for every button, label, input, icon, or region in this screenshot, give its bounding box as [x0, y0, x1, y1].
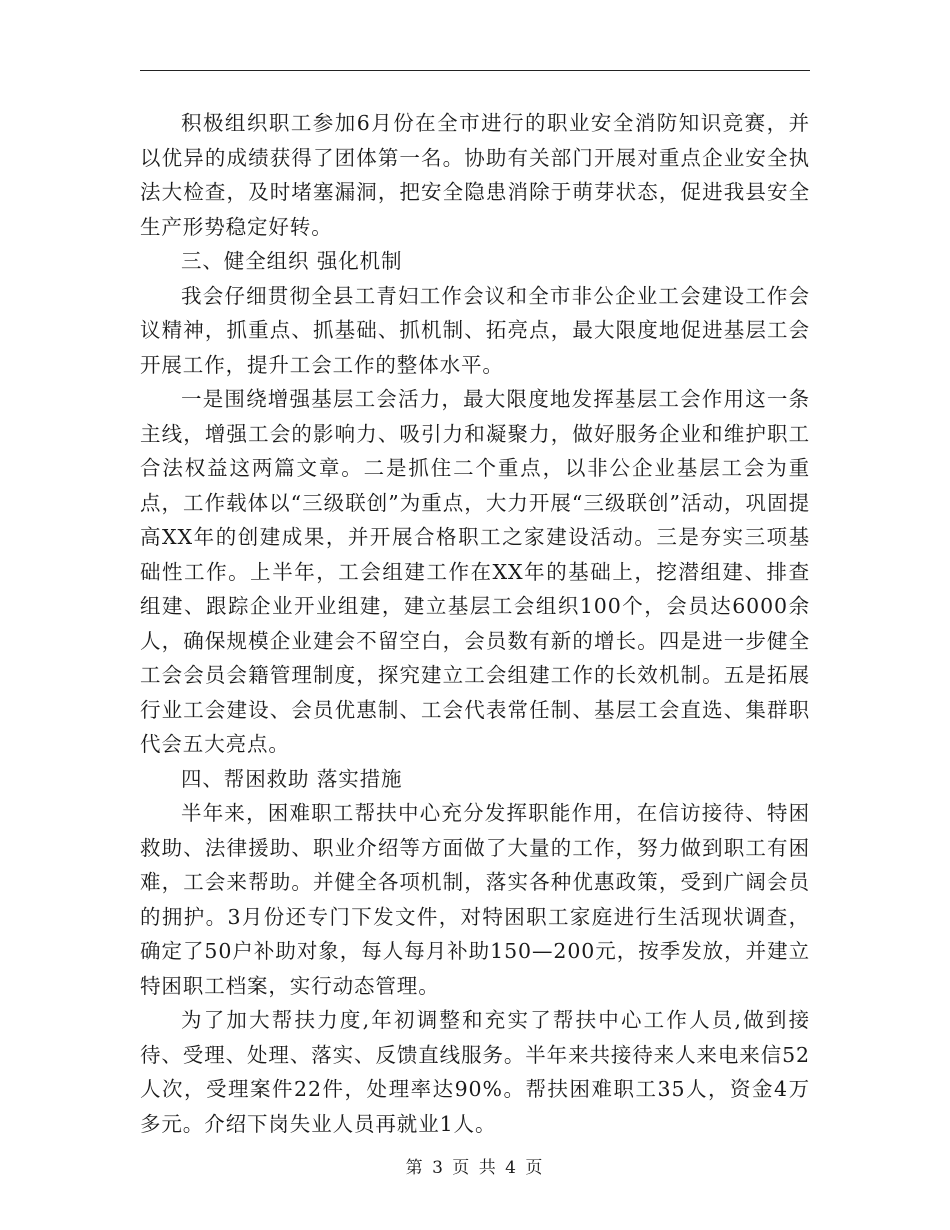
page-number-footer: 第 3 页 共 4 页 [405, 1158, 545, 1178]
paragraph: 一是围绕增强基层工会活力，最大限度地发挥基层工会作用这一条主线，增强工会的影响力、吸引力和凝聚力，做好服务企业和维护职工合法权益这两篇文章。二是抓住二个重点，以非公企业基层工会为重点，工作载体以“三级联创”为重点，大力开展“三级联创”活动，巩固提高XX年的创建成果，并开展合格职工之家建设活动。三是夯实三项基础性工作。上半年，工会组建工作在XX年的基础上，挖潜组建、排查组建、跟踪企业开业组建，建立基层工会组织100个，会员达6000余人，确保规模企业建会不留空白，会员数有新的增长。四是进一步健全工会会员会籍管理制度，探究建立工会组建工作的长效机制。五是拓展行业工会建设、会员优惠制、工会代表常任制、基层工会直选、集群职代会五大亮点。 [140, 387, 810, 756]
header-rule [140, 70, 810, 71]
section-heading: 四、帮困救助 落实措施 [181, 766, 403, 791]
paragraph: 半年来，困难职工帮扶中心充分发挥职能作用，在信访接待、特困救助、法律援助、职业介绍等方面做了大量的工作，努力做到职工有困难，工会来帮助。并健全各项机制，落实各种优惠政策，受到广阔会员的拥护。3月份还专门下发文件，对特困职工家庭进行生活现状调查，确定了50户补助对象，每人每月补助150—200元，按季发放，并建立特困职工档案，实行动态管理。 [140, 801, 810, 998]
document-body [140, 106, 810, 1141]
paragraph: 积极组织职工参加6月份在全市进行的职业安全消防知识竞赛，并以优异的成绩获得了团体第一名。协助有关部门开展对重点企业安全执法大检查，及时堵塞漏洞，把安全隐患消除于萌芽状态，促进我县安全生产形势稳定好转。 [140, 111, 810, 239]
paragraph: 为了加大帮扶力度,年初调整和充实了帮扶中心工作人员,做到接待、受理、处理、落实、反馈直线服务。半年来共接待来人来电来信52人次，受理案件22件，处理率达90%。帮扶困难职工35人，资金4万多元。介绍下岗失业人员再就业1人。 [140, 1008, 810, 1136]
paragraph: 我会仔细贯彻全县工青妇工作会议和全市非公企业工会建设工作会议精神，抓重点、抓基础、抓机制、拓亮点，最大限度地促进基层工会开展工作，提升工会工作的整体水平。 [140, 283, 810, 377]
section-heading: 三、健全组织 强化机制 [181, 249, 403, 273]
